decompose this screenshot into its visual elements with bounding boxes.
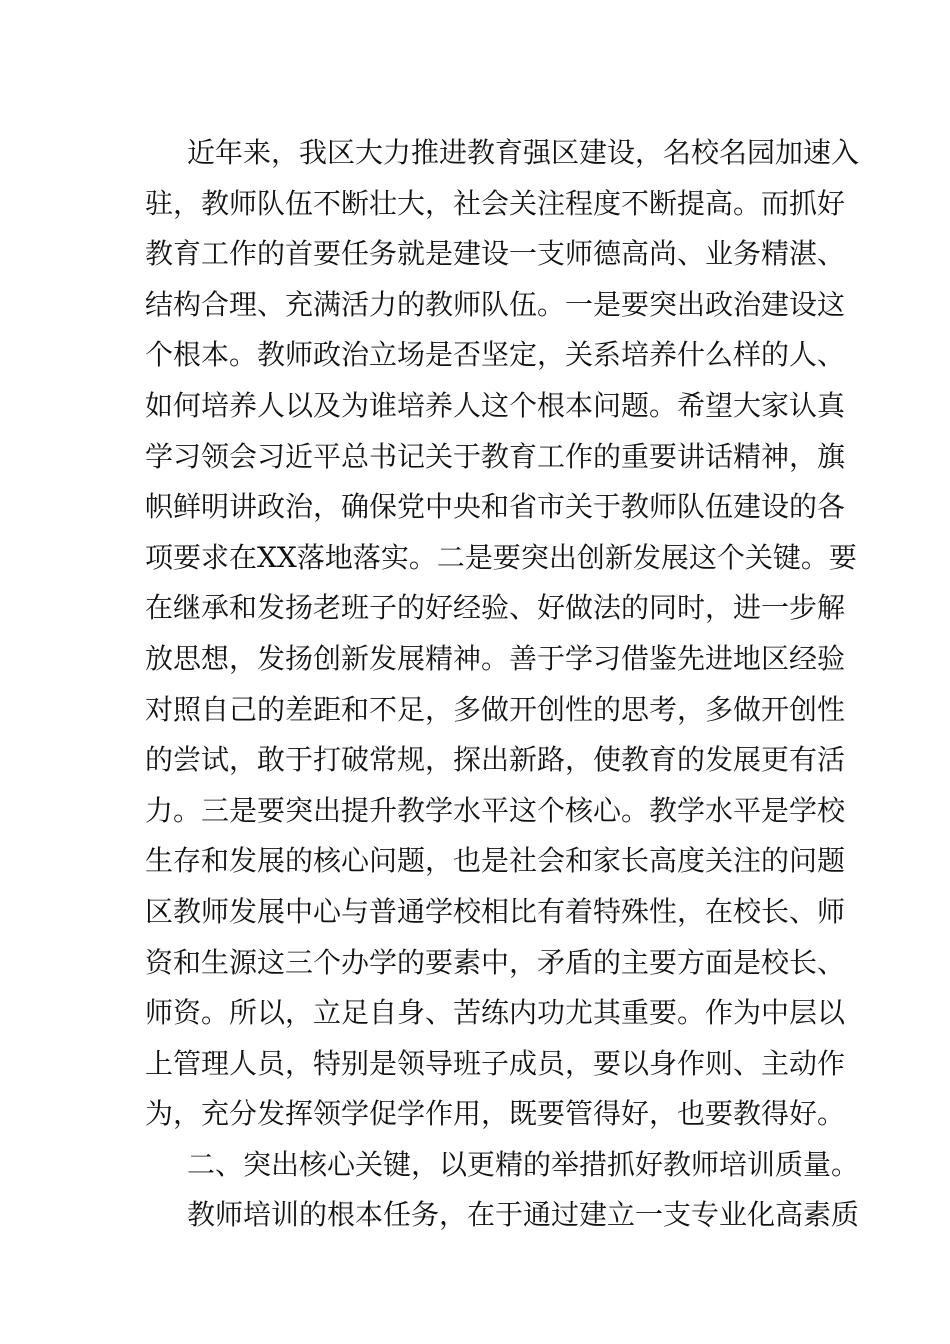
- paragraph-2-line-1: 教师培训的根本任务，在于通过建立一支专业化高素质: [187, 1198, 860, 1232]
- paragraph-1-line-16: 区教师发展中心与普通学校相比有着特殊性，在校长、师: [145, 894, 846, 928]
- paragraph-1-line-15: 生存和发展的核心问题，也是社会和家长高度关注的问题: [145, 844, 846, 878]
- paragraph-1-line-9: 项要求在XX落地落实。二是要突出创新发展这个关键。要: [145, 540, 857, 574]
- paragraph-1-line-19: 上管理人员，特别是领导班子成员，要以身作则、主动作: [145, 1046, 846, 1080]
- paragraph-1-line-2: 驻，教师队伍不断壮大，社会关注程度不断提高。而抓好: [145, 186, 846, 220]
- paragraph-1-line-3: 教育工作的首要任务就是建设一支师德高尚、业务精湛、: [145, 237, 846, 271]
- paragraph-1-line-14: 力。三是要突出提升教学水平这个核心。教学水平是学校: [145, 793, 846, 827]
- paragraph-1-line-5: 个根本。教师政治立场是否坚定，关系培养什么样的人、: [145, 338, 846, 372]
- section-heading: 二、突出核心关键，以更精的举措抓好教师培训质量。: [187, 1147, 860, 1181]
- paragraph-1-line-17: 资和生源这三个办学的要素中，矛盾的主要方面是校长、: [145, 945, 846, 979]
- paragraph-1-line-10: 在继承和发扬老班子的好经验、好做法的同时，进一步解: [145, 591, 846, 625]
- paragraph-1-line-11: 放思想，发扬创新发展精神。善于学习借鉴先进地区经验: [145, 641, 846, 675]
- paragraph-1-line-12: 对照自己的差距和不足，多做开创性的思考，多做开创性: [145, 692, 846, 726]
- paragraph-1-line-8: 帜鲜明讲政治，确保党中央和省市关于教师队伍建设的各: [145, 490, 846, 524]
- paragraph-1-line-1: 近年来，我区大力推进教育强区建设，名校名园加速入: [187, 136, 860, 169]
- paragraph-1-line-4: 结构合理、充满活力的教师队伍。一是要突出政治建设这: [145, 287, 846, 321]
- paragraph-1-line-20: 为，充分发挥领学促学作用，既要管得好，也要教得好。: [145, 1097, 846, 1131]
- paragraph-1-line-6: 如何培养人以及为谁培养人这个根本问题。希望大家认真: [145, 388, 846, 422]
- body-text: [145, 128, 860, 1241]
- paragraph-1-line-7: 学习领会习近平总书记关于教育工作的重要讲话精神，旗: [145, 439, 846, 473]
- paragraph-1-line-18: 师资。所以，立足自身、苦练内功尤其重要。作为中层以: [145, 996, 846, 1030]
- paragraph-1-line-13: 的尝试，敢于打破常规，探出新路，使教育的发展更有活: [145, 743, 846, 777]
